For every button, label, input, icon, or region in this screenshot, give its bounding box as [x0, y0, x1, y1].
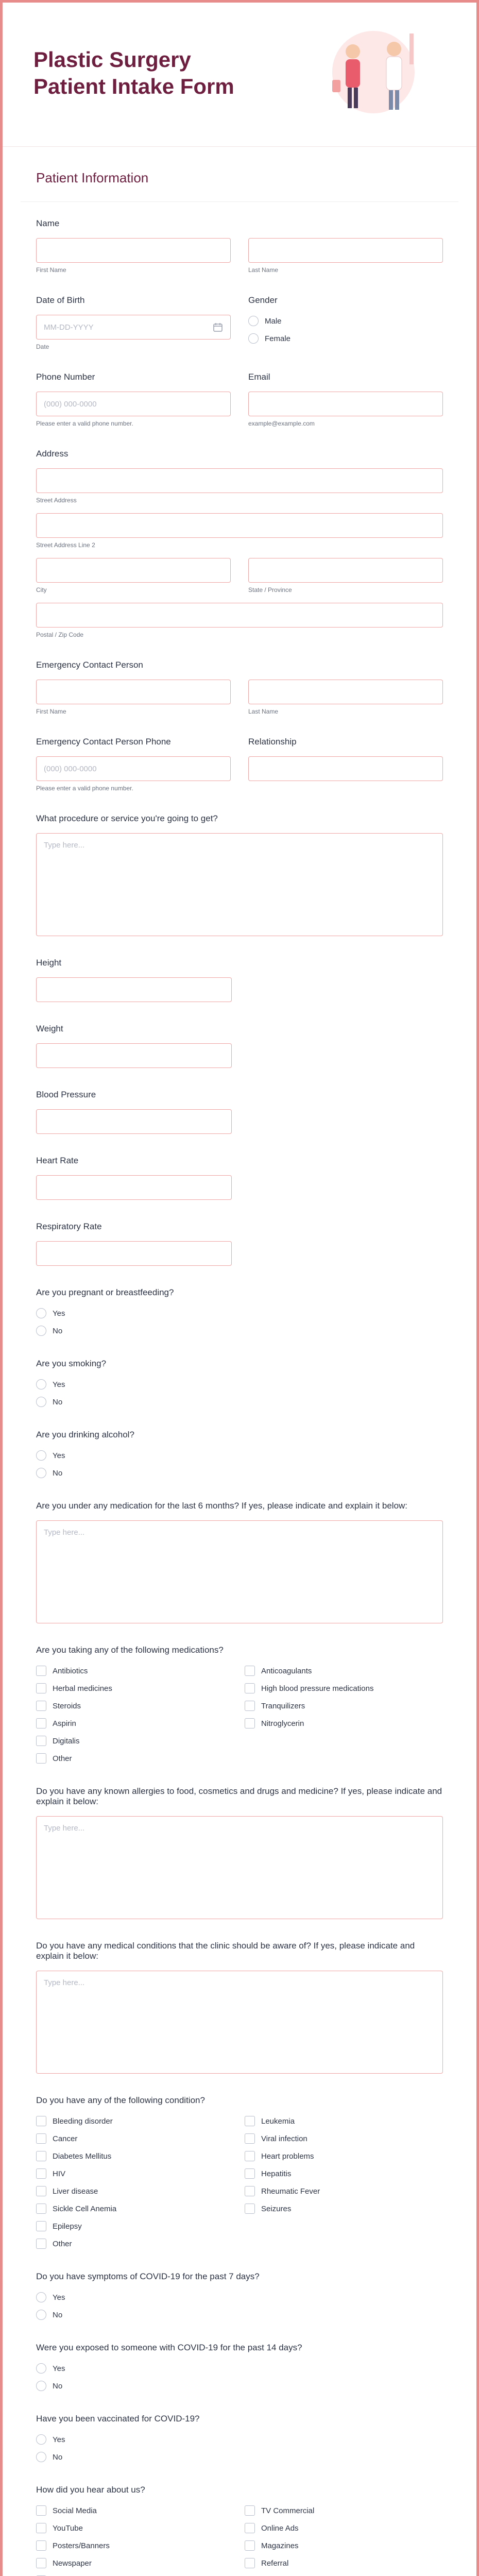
option-label: Antibiotics — [53, 1666, 88, 1675]
hear-about-option[interactable] — [36, 2504, 234, 2517]
conditions-list-field — [36, 2095, 443, 2250]
checkbox-icon[interactable] — [36, 1666, 46, 1676]
option-label: Yes — [53, 2435, 65, 2444]
smoking-yes[interactable] — [36, 1378, 443, 1391]
city-input[interactable] — [36, 558, 231, 583]
medication-option[interactable] — [36, 1665, 234, 1677]
option-label: Posters/Banners — [53, 2541, 110, 2550]
checkbox-icon[interactable] — [36, 2116, 46, 2126]
name-field — [36, 218, 443, 274]
alcohol-label: Are you drinking alcohol? — [36, 1430, 134, 1439]
dob-placeholder: MM-DD-YYYY — [44, 323, 94, 332]
option-label: Yes — [53, 1380, 65, 1389]
city-sublabel: City — [36, 586, 47, 594]
hear-about-option[interactable] — [245, 2504, 443, 2517]
option-label: Epilepsy — [53, 2222, 82, 2231]
option-label: No — [53, 1397, 63, 1406]
first-name-sublabel: First Name — [36, 266, 66, 274]
email-sublabel: example@example.com — [248, 420, 315, 427]
hear-about-option[interactable] — [36, 2539, 234, 2552]
covid-exposure-yes[interactable] — [36, 2362, 443, 2375]
emergency-phone-placeholder: (000) 000-0000 — [44, 764, 97, 773]
medications-list-field — [36, 1645, 443, 1765]
radio-icon[interactable] — [36, 1468, 46, 1478]
condition-option[interactable] — [36, 2202, 234, 2215]
option-label: Yes — [53, 1451, 65, 1460]
alcohol-yes[interactable] — [36, 1449, 443, 1462]
pregnant-field — [36, 1287, 443, 1337]
checkbox-icon[interactable] — [36, 1683, 46, 1693]
medications-list-label: Are you taking any of the following medications? — [36, 1645, 224, 1655]
street-address-input[interactable] — [36, 468, 443, 493]
patient-information-heading: Patient Information — [21, 147, 458, 202]
option-label: Online Ads — [261, 2523, 299, 2533]
email-input[interactable] — [248, 392, 443, 416]
dob-gender-row — [36, 295, 443, 350]
conditions-known-placeholder: Type here... — [44, 1978, 85, 1987]
alcohol-field — [36, 1430, 443, 1479]
pregnant-label: Are you pregnant or breastfeeding? — [36, 1287, 174, 1297]
option-label: Cancer — [53, 2134, 78, 2143]
medication-option[interactable] — [245, 1700, 443, 1712]
pregnant-yes[interactable] — [36, 1307, 443, 1319]
checkbox-icon[interactable] — [245, 1666, 255, 1676]
option-label: Bleeding disorder — [53, 2116, 113, 2126]
blood-pressure-field — [36, 1090, 443, 1134]
checkbox-icon[interactable] — [36, 1718, 46, 1728]
first-name-input[interactable] — [36, 238, 231, 263]
respiratory-rate-label: Respiratory Rate — [36, 1222, 102, 1231]
checkbox-icon[interactable] — [36, 2151, 46, 2161]
condition-option[interactable] — [245, 2185, 443, 2197]
relationship-label: Relationship — [248, 737, 297, 747]
medication-option[interactable] — [36, 1752, 234, 1765]
option-label: YouTube — [53, 2523, 83, 2533]
condition-option[interactable] — [36, 2238, 234, 2250]
option-label: Hepatitis — [261, 2169, 292, 2178]
email-label: Email — [248, 372, 270, 382]
height-label: Height — [36, 958, 62, 968]
address-field — [36, 449, 443, 638]
option-label: Yes — [53, 2293, 65, 2302]
condition-option[interactable] — [245, 2132, 443, 2145]
hear-about-field — [36, 2485, 443, 2576]
hear-about-option[interactable] — [245, 2557, 443, 2569]
option-label: Tranquilizers — [261, 1701, 305, 1710]
radio-icon[interactable] — [36, 2363, 46, 2374]
condition-option[interactable] — [245, 2115, 443, 2127]
checkbox-icon[interactable] — [36, 2239, 46, 2249]
gender-option-female[interactable] — [248, 332, 443, 345]
emergency-first-sublabel: First Name — [36, 708, 66, 715]
checkbox-icon[interactable] — [36, 1736, 46, 1746]
radio-icon[interactable] — [248, 333, 259, 344]
checkbox-icon[interactable] — [245, 2168, 255, 2179]
hear-about-option[interactable] — [245, 2522, 443, 2534]
height-field — [36, 958, 443, 1002]
option-label: Diabetes Mellitus — [53, 2151, 112, 2161]
option-label: Referral — [261, 2558, 289, 2568]
checkbox-icon[interactable] — [245, 2186, 255, 2196]
emergency-last-name-input[interactable] — [248, 680, 443, 704]
respiratory-rate-field — [36, 1222, 443, 1266]
option-label: Female — [265, 334, 291, 343]
hear-about-option[interactable] — [245, 2539, 443, 2552]
gender-option-male[interactable] — [248, 315, 443, 327]
option-label: Male — [265, 316, 282, 326]
hear-about-option[interactable] — [36, 2557, 234, 2569]
medication-option[interactable] — [36, 1717, 234, 1730]
option-label: No — [53, 2452, 63, 2462]
gender-label: Gender — [248, 295, 278, 305]
option-label: Heart problems — [261, 2151, 314, 2161]
conditions-known-label: Do you have any medical conditions that the clinic should be aware of? If yes, please indicate and explain it below: — [36, 1941, 415, 1961]
emergency-contact-label: Emergency Contact Person — [36, 660, 143, 670]
postal-code-sublabel: Postal / Zip Code — [36, 631, 84, 638]
covid-vaccine-yes[interactable] — [36, 2433, 443, 2446]
emergency-first-name-input[interactable] — [36, 680, 231, 704]
weight-input[interactable] — [36, 1043, 232, 1068]
radio-icon[interactable] — [36, 2292, 46, 2302]
option-label: HIV — [53, 2169, 66, 2178]
checkbox-icon[interactable] — [36, 2558, 46, 2568]
option-label: Yes — [53, 1309, 65, 1318]
heart-rate-input[interactable] — [36, 1175, 232, 1200]
covid-vaccine-label: Have you been vaccinated for COVID-19? — [36, 2414, 200, 2424]
name-label: Name — [36, 218, 60, 228]
procedure-textarea[interactable] — [36, 833, 443, 936]
phone-label: Phone Number — [36, 372, 95, 382]
radio-icon[interactable] — [36, 1397, 46, 1407]
weight-field — [36, 1024, 443, 1068]
checkbox-icon[interactable] — [245, 2151, 255, 2161]
option-label: Nitroglycerin — [261, 1719, 304, 1728]
allergies-field — [36, 1786, 443, 1919]
covid-exposure-field — [36, 2343, 443, 2392]
phone-email-row — [36, 372, 443, 427]
option-label: Rheumatic Fever — [261, 2187, 320, 2196]
option-label: Newspaper — [53, 2558, 92, 2568]
medication-field — [36, 1501, 443, 1623]
radio-icon[interactable] — [248, 316, 259, 326]
dob-label: Date of Birth — [36, 295, 85, 305]
allergies-label: Do you have any known allergies to food, cosmetics and drugs and medicine? If yes, please indicate and explain it below: — [36, 1786, 442, 1806]
medication-placeholder: Type here... — [44, 1528, 85, 1537]
last-name-sublabel: Last Name — [248, 266, 279, 274]
respiratory-rate-input[interactable] — [36, 1241, 232, 1266]
blood-pressure-label: Blood Pressure — [36, 1090, 96, 1099]
radio-icon[interactable] — [36, 1308, 46, 1318]
covid-symptoms-label: Do you have symptoms of COVID-19 for the past 7 days? — [36, 2272, 260, 2281]
checkbox-icon[interactable] — [36, 2186, 46, 2196]
checkbox-icon[interactable] — [36, 2133, 46, 2144]
option-label: Viral infection — [261, 2134, 307, 2143]
procedure-field — [36, 814, 443, 936]
option-label: Seizures — [261, 2204, 292, 2213]
condition-option[interactable] — [36, 2220, 234, 2232]
checkbox-icon[interactable] — [245, 1701, 255, 1711]
form-header — [3, 3, 476, 147]
condition-option[interactable] — [245, 2202, 443, 2215]
smoking-field — [36, 1359, 443, 1408]
radio-icon[interactable] — [36, 1326, 46, 1336]
option-label: Digitalis — [53, 1736, 80, 1745]
procedure-placeholder: Type here... — [44, 841, 85, 850]
form-title: Plastic Surgery Patient Intake Form — [33, 47, 234, 98]
checkbox-icon[interactable] — [36, 1753, 46, 1764]
last-name-input[interactable] — [248, 238, 443, 263]
radio-icon[interactable] — [36, 2434, 46, 2445]
medication-option[interactable] — [36, 1700, 234, 1712]
phone-input[interactable] — [36, 392, 231, 416]
medication-option[interactable] — [245, 1665, 443, 1677]
option-label: Yes — [53, 2364, 65, 2373]
checkbox-icon[interactable] — [36, 2168, 46, 2179]
emergency-phone-row — [36, 737, 443, 792]
checkbox-icon[interactable] — [245, 2558, 255, 2568]
procedure-label: What procedure or service you're going to get? — [36, 814, 218, 823]
phone-sublabel: Please enter a valid phone number. — [36, 420, 133, 427]
radio-icon[interactable] — [36, 2452, 46, 2462]
address-label: Address — [36, 449, 69, 459]
allergies-placeholder: Type here... — [44, 1824, 85, 1833]
covid-vaccine-field — [36, 2414, 443, 2463]
option-label: Anticoagulants — [261, 1666, 312, 1675]
condition-option[interactable] — [36, 2150, 234, 2162]
doctors-illustration — [312, 23, 440, 116]
checkbox-icon[interactable] — [36, 2540, 46, 2551]
option-label: Other — [53, 1754, 72, 1763]
checkbox-icon[interactable] — [245, 2523, 255, 2533]
option-label: No — [53, 2381, 63, 2391]
option-label: Social Media — [53, 2506, 97, 2515]
checkbox-icon[interactable] — [36, 1701, 46, 1711]
radio-icon[interactable] — [36, 1450, 46, 1461]
option-label: No — [53, 2310, 63, 2319]
checkbox-icon[interactable] — [36, 2505, 46, 2516]
option-label: Liver disease — [53, 2187, 98, 2196]
covid-symptoms-field — [36, 2272, 443, 2321]
checkbox-icon[interactable] — [245, 2505, 255, 2516]
checkbox-icon[interactable] — [245, 1718, 255, 1728]
smoking-label: Are you smoking? — [36, 1359, 107, 1368]
calendar-icon[interactable] — [213, 322, 223, 332]
postal-code-input[interactable] — [36, 603, 443, 628]
medication-option[interactable] — [36, 1735, 234, 1747]
alcohol-no[interactable] — [36, 1467, 443, 1479]
checkbox-icon[interactable] — [245, 2116, 255, 2126]
option-label: Other — [53, 2239, 72, 2248]
checkbox-icon[interactable] — [36, 2204, 46, 2214]
option-label: Herbal medicines — [53, 1684, 112, 1693]
allergies-textarea[interactable] — [36, 1816, 443, 1919]
heart-rate-field — [36, 1156, 443, 1200]
hear-about-option[interactable] — [36, 2522, 234, 2534]
emergency-phone-sublabel: Please enter a valid phone number. — [36, 785, 133, 792]
option-label: Aspirin — [53, 1719, 76, 1728]
condition-option[interactable] — [36, 2115, 234, 2127]
conditions-list-label: Do you have any of the following condition? — [36, 2095, 205, 2105]
smoking-no[interactable] — [36, 1396, 443, 1408]
blood-pressure-input[interactable] — [36, 1109, 232, 1134]
covid-symptoms-yes[interactable] — [36, 2291, 443, 2303]
phone-placeholder: (000) 000-0000 — [44, 399, 97, 409]
medication-option[interactable] — [36, 1682, 234, 1694]
checkbox-icon[interactable] — [36, 2221, 46, 2231]
option-label: Magazines — [261, 2541, 299, 2550]
street-address-sublabel: Street Address — [36, 497, 77, 504]
option-label: Sickle Cell Anemia — [53, 2204, 117, 2213]
covid-vaccine-no[interactable] — [36, 2451, 443, 2463]
medication-label: Are you under any medication for the last 6 months? If yes, please indicate and explain it below: — [36, 1501, 408, 1511]
medication-option[interactable] — [245, 1682, 443, 1694]
medication-textarea[interactable] — [36, 1520, 443, 1623]
pregnant-no[interactable] — [36, 1325, 443, 1337]
radio-icon[interactable] — [36, 1379, 46, 1389]
covid-symptoms-no[interactable] — [36, 2309, 443, 2321]
conditions-known-field — [36, 1941, 443, 2074]
state-sublabel: State / Province — [248, 586, 292, 594]
checkbox-icon[interactable] — [245, 2204, 255, 2214]
emergency-phone-input[interactable] — [36, 756, 231, 781]
radio-icon[interactable] — [36, 2310, 46, 2320]
emergency-phone-label: Emergency Contact Person Phone — [36, 737, 171, 747]
condition-option[interactable] — [245, 2167, 443, 2180]
radio-icon[interactable] — [36, 2381, 46, 2391]
weight-label: Weight — [36, 1024, 63, 1033]
option-label: TV Commercial — [261, 2506, 315, 2515]
covid-exposure-no[interactable] — [36, 2380, 443, 2392]
option-label: Leukemia — [261, 2116, 295, 2126]
checkbox-icon[interactable] — [36, 2523, 46, 2533]
street-address-2-input[interactable] — [36, 513, 443, 538]
conditions-known-textarea[interactable] — [36, 1971, 443, 2074]
street-address-2-sublabel: Street Address Line 2 — [36, 541, 95, 549]
checkbox-icon[interactable] — [245, 1683, 255, 1693]
emergency-contact-field — [36, 660, 443, 715]
dob-input[interactable] — [36, 315, 231, 340]
state-input[interactable] — [248, 558, 443, 583]
option-label: High blood pressure medications — [261, 1684, 374, 1693]
hear-about-label: How did you hear about us? — [36, 2485, 145, 2495]
medication-option[interactable] — [245, 1717, 443, 1730]
condition-option[interactable] — [36, 2167, 234, 2180]
condition-option[interactable] — [245, 2150, 443, 2162]
relationship-input[interactable] — [248, 756, 443, 781]
checkbox-icon[interactable] — [245, 2540, 255, 2551]
option-label: No — [53, 1326, 63, 1335]
condition-option[interactable] — [36, 2185, 234, 2197]
emergency-last-sublabel: Last Name — [248, 708, 279, 715]
height-input[interactable] — [36, 977, 232, 1002]
heart-rate-label: Heart Rate — [36, 1156, 79, 1165]
covid-exposure-label: Were you exposed to someone with COVID-19 for the past 14 days? — [36, 2343, 302, 2352]
option-label: No — [53, 1468, 63, 1478]
dob-sublabel: Date — [36, 343, 49, 350]
condition-option[interactable] — [36, 2132, 234, 2145]
option-label: Steroids — [53, 1701, 81, 1710]
checkbox-icon[interactable] — [245, 2133, 255, 2144]
